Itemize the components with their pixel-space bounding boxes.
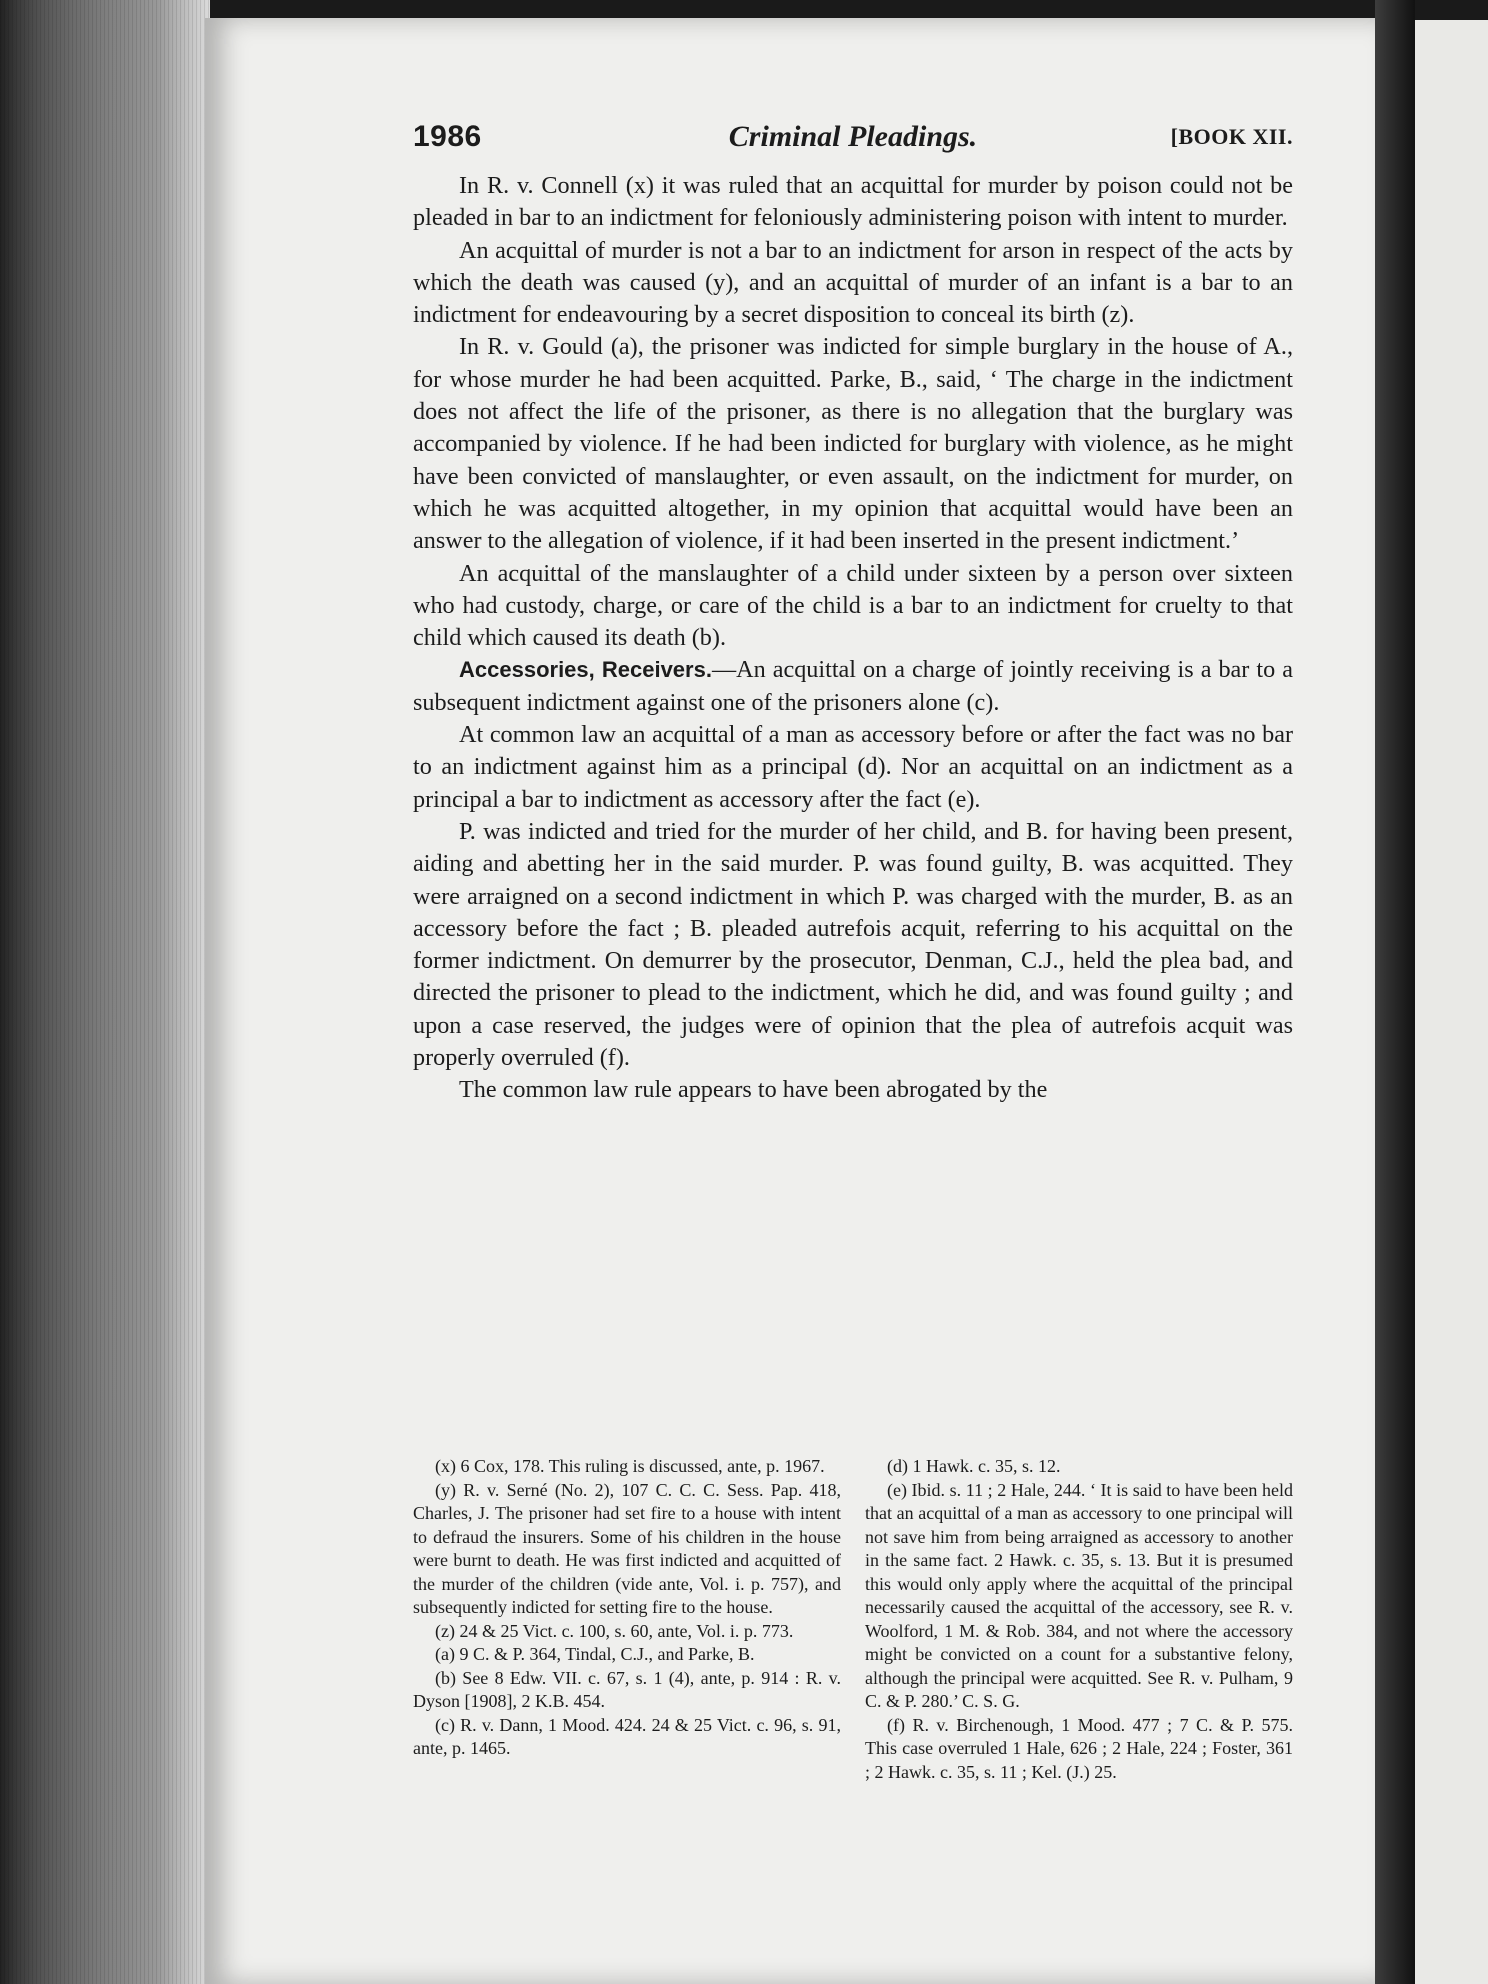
paragraph: At common law an acquittal of a man as accessory before or after the fact was no bar to an indictment against him as a principal (d). Nor an acquittal on an indictment as a principal a bar to indictment as accessory after the fact (e). (413, 721, 1293, 813)
footnote: (c) R. v. Dann, 1 Mood. 424. 24 & 25 Vict. c. 96, s. 91, ante, p. 1465. (413, 1714, 841, 1758)
footnotes (413, 1455, 1293, 1784)
footnote: (z) 24 & 25 Vict. c. 100, s. 60, ante, Vol. i. p. 773. (435, 1620, 794, 1641)
paragraph: P. was indicted and tried for the murder of her child, and B. for having been present, aiding and abetting her in the said murder. P. was found guilty, B. was acquitted. They were arraigned on a second indictment in which P. was charged with the murder, B. as an accessory before the fact ; B. pleaded autrefois acquit, referring to his acquittal on the former indictment. On demurrer by the prosecutor, Denman, C.J., held the plea bad, and directed the prisoner to plead to the indictment, which he did, and was found guilty ; and upon a case reserved, the judges were of opinion that the plea of autrefois acquit was properly overruled (f). (413, 817, 1293, 1072)
book-page-edges (0, 0, 210, 1984)
paragraph: In R. v. Gould (a), the prisoner was indicted for simple burglary in the house of A., for whose murder he had been acquitted. Parke, B., said, ‘ The charge in the indictment does not affect the life of the prisoner, as there is no allegation that the burglary was accompanied by violence. If he had been indicted for burglary with violence, as he might have been convicted of manslaughter, or even assault, on the indictment for murder, on which he was acquitted altogether, in my opinion that acquittal would have been an answer to the allegation of violence, if it had been inserted in the present indictment.’ (413, 333, 1293, 555)
running-title: Criminal Pleadings. (728, 120, 978, 153)
book-label: [BOOK XII. (1170, 124, 1293, 149)
paragraph: An acquittal of murder is not a bar to an indictment for arson in respect of the acts by which the death was caused (y), and an acquittal of murder of an infant is a bar to an indictment for endeavouring by a secret disposition to conceal its birth (z). (413, 236, 1293, 329)
footnote: (y) R. v. Serné (No. 2), 107 C. C. C. Sess. Pap. 418, Charles, J. The prisoner had set fire to a house with intent to defraud the insurers. Some of his children in the house were burnt to death. He was first indicted and acquitted of the murder of the children (vide ante, Vol. i. p. 757), and subsequently indicted for setting fire to the house. (413, 1479, 841, 1617)
body-text (413, 170, 1293, 1107)
footnotes-right-column (865, 1455, 1293, 1784)
footnote: (a) 9 C. & P. 364, Tindal, C.J., and Parke, B. (435, 1644, 755, 1664)
paragraph: In R. v. Connell (x) it was ruled that an acquittal for murder by poison could not be pleaded in bar to an indictment for feloniously administering poison with intent to murder. (413, 172, 1293, 232)
footnote: (b) See 8 Edw. VII. c. 67, s. 1 (4), ante, p. 914 : R. v. Dyson [1908], 2 K.B. 454. (413, 1667, 841, 1711)
section-heading: Accessories, Receivers. (459, 657, 712, 683)
page-number: 1986 (413, 120, 482, 153)
paragraph: An acquittal of the manslaughter of a child under sixteen by a person over sixteen who had custody, charge, or care of the child is a bar to an indictment for cruelty to that child which caused its death (b). (413, 559, 1293, 652)
footnote: (x) 6 Cox, 178. This ruling is discussed, ante, p. 1967. (435, 1456, 825, 1476)
paragraph: The common law rule appears to have been abrogated by the (459, 1076, 1048, 1104)
paragraph (413, 654, 1293, 719)
footnote: (d) 1 Hawk. c. 35, s. 12. (887, 1456, 1061, 1476)
facing-page-edge (1415, 20, 1488, 1984)
footnote: (f) R. v. Birchenough, 1 Mood. 477 ; 7 C. & P. 575. This case overruled 1 Hale, 626 ; 2 Hale, 224 ; Foster, 361 ; 2 Hawk. c. 35, s. 11 ; Kel. (J.) 25. (865, 1714, 1293, 1782)
page-content (413, 120, 1293, 1782)
book-gutter (1375, 0, 1415, 1984)
paragraph-text: —An acquittal on a charge of jointly receiving is a bar to a subsequent indictment against one of the prisoners alone (c). (413, 656, 1293, 716)
page-header (413, 120, 1293, 170)
footnote: (e) Ibid. s. 11 ; 2 Hale, 244. ‘ It is said to have been held that an acquittal of a man as accessory to one principal will not save him from being arraigned as accessory to another in the same fact. 2 Hawk. c. 35, s. 13. But it is presumed this would only apply where the acquittal of the principal necessarily caused the acquittal of the accessory, see R. v. Woolford, 1 M. & Rob. 384, and not where the accessory might be convicted on a count for a substantive felony, although the principal were acquitted. See R. v. Pulham, 9 C. & P. 280.’ C. S. G. (865, 1479, 1293, 1711)
footnotes-left-column (413, 1455, 841, 1784)
